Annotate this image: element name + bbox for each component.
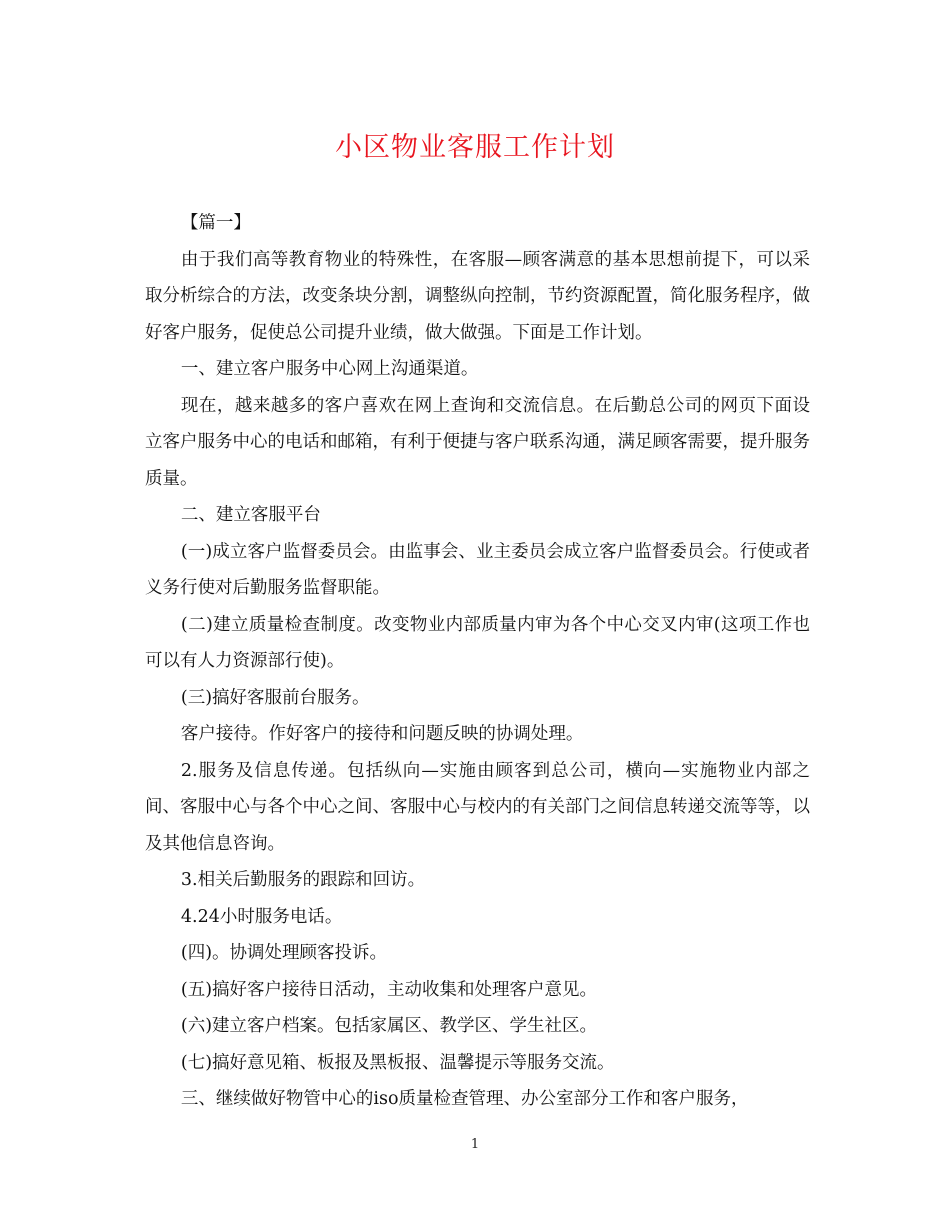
paragraph-quality-check: (二)建立质量检查制度。改变物业内部质量内审为各个中心交叉内审(这项工作也可以有人力资源部行使)。 bbox=[145, 614, 810, 671]
document-title: 小区物业客服工作计划 bbox=[335, 132, 615, 163]
paragraph-suggestion-box: (七)搞好意见箱、板报及黑板报、温馨提示等服务交流。 bbox=[180, 1052, 615, 1073]
heading-one: 一、建立客户服务中心网上沟通渠道。 bbox=[180, 359, 479, 379]
paragraph-supervision-committee: (一)成立客户监督委员会。由监事会、业主委员会成立客户监督委员会。行使或者义务行使对后勤服务监督职能。 bbox=[145, 541, 810, 598]
paragraph-online-channel: 现在，越来越多的客户喜欢在网上查询和交流信息。在后勤总公司的网页下面设立客户服务中心的电话和邮箱，有利于便捷与客户联系沟通，满足顾客需要，提升服务质量。 bbox=[145, 395, 810, 489]
paragraph-reception-day: (五)搞好客户接待日活动，主动收集和处理客户意见。 bbox=[180, 979, 598, 1000]
paragraph-follow-up: 3.相关后勤服务的跟踪和回访。 bbox=[180, 870, 426, 890]
paragraph-front-desk: (三)搞好客服前台服务。 bbox=[180, 687, 370, 708]
section-heading-piece-one: 【篇一】 bbox=[180, 213, 251, 233]
paragraph-complaints: (四)。协调处理顾客投诉。 bbox=[180, 943, 388, 963]
paragraph-customer-files: (六)建立客户档案。包括家属区、教学区、学生社区。 bbox=[180, 1016, 598, 1036]
paragraph-information-transfer: 2.服务及信息传递。包括纵向—实施由顾客到总公司，横向—实施物业内部之间、客服中心与各个中心之间、客服中心与校内的有关部门之间信息转递交流等等，以及其他信息咨询。 bbox=[145, 760, 810, 854]
page-number: 1 bbox=[470, 1137, 480, 1152]
document-body bbox=[145, 205, 810, 1118]
paragraph-hotline: 4.24小时服务电话。 bbox=[180, 906, 343, 927]
paragraph-reception: 客户接待。作好客户的接待和问题反映的协调处理。 bbox=[180, 724, 584, 744]
paragraph-intro: 由于我们高等教育物业的特殊性，在客服—顾客满意的基本思想前提下，可以采取分析综合的方法，改变条块分割，调整纵向控制，节约资源配置，简化服务程序，做好客户服务，促使总公司提升业绩，做大做强。下面是工作计划。 bbox=[145, 249, 810, 343]
heading-three: 三、继续做好物管中心的iso质量检查管理、办公室部分工作和客户服务， bbox=[180, 1089, 749, 1109]
heading-two: 二、建立客服平台 bbox=[180, 505, 321, 525]
